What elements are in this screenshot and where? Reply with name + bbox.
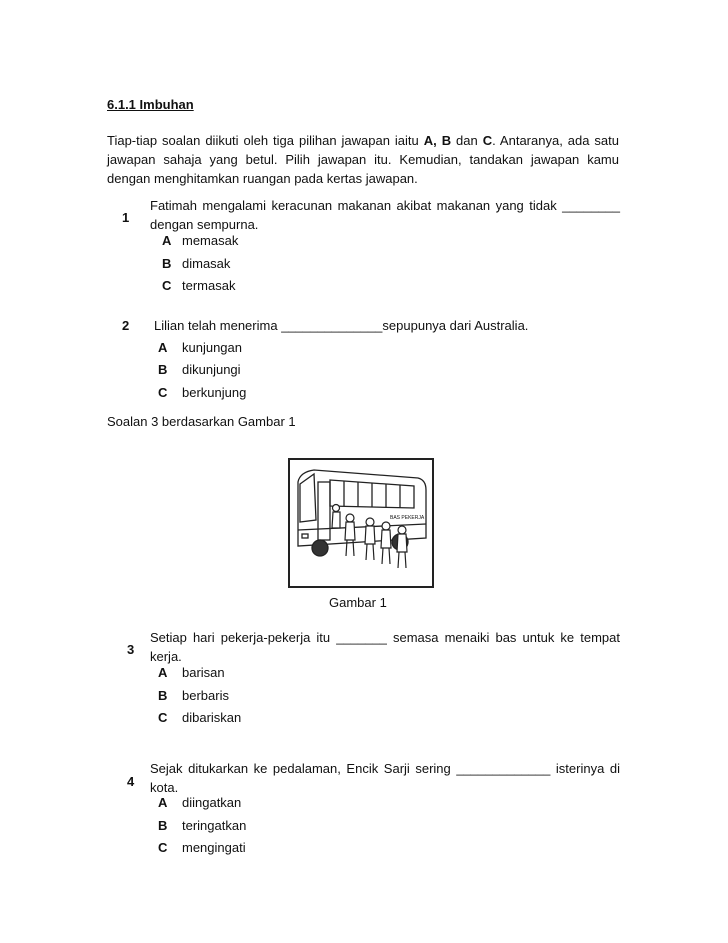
question-3-intro: Soalan 3 berdasarkan Gambar 1 [107,414,296,429]
q1-option-b-letter: B [162,256,172,271]
q1-option-a-letter: A [162,233,172,248]
question-4-number: 4 [127,774,135,789]
question-4-stem [150,759,620,797]
q4-stem-before: Sejak ditukarkan ke pedalaman, Encik Sarji sering [150,761,457,776]
q3-option-a-text[interactable]: barisan [182,665,225,680]
q4-option-c-text[interactable]: mengingati [182,840,246,855]
q1-option-b-text[interactable]: dimasak [182,256,231,271]
q2-option-c-text[interactable]: berkunjung [182,385,247,400]
q4-stem-after: isterinya di kota. [150,761,621,795]
instructions-option-c: C [482,133,493,148]
q1-stem-after: dengan sempurna. [150,217,259,232]
section-heading: 6.1.1 Imbuhan [107,97,194,112]
q4-option-b-letter: B [158,818,168,833]
q3-option-c-text[interactable]: dibariskan [182,710,242,725]
q2-stem-before: Lilian telah menerima [154,318,282,333]
q2-option-b-text[interactable]: dikunjungi [182,362,241,377]
q4-option-a-letter: A [158,795,168,810]
q2-option-a-letter: A [158,340,168,355]
instructions-part2: . Antaranya, ada satu jawapan sahaja yang betul. Pilih jawapan itu. Kemudian, tandakan jawapan kamu dengan menghitamkan ruangan pada kertas jawapan. [107,133,619,186]
q1-blank: ________ [562,198,620,213]
question-1-stem [150,196,620,234]
question-2-stem [154,316,624,335]
instructions-part1: Tiap-tiap soalan diikuti oleh tiga pilihan jawapan iaitu [107,133,424,148]
q3-stem-after: semasa menaiki bas untuk ke tempat kerja. [150,630,620,664]
bus-drawing [290,460,432,586]
instructions-option-b: B [441,133,452,148]
q2-stem-after: sepupunya dari Australia. [382,318,529,333]
q4-blank: _____________ [456,761,551,776]
q2-blank: ______________ [281,318,383,333]
instructions-dan: dan [451,133,483,148]
q1-option-a-text[interactable]: memasak [182,233,239,248]
q4-option-a-text[interactable]: diingatkan [182,795,242,810]
q2-option-a-text[interactable]: kunjungan [182,340,242,355]
q3-option-a-letter: A [158,665,168,680]
bus-illustration [288,458,434,588]
bus-sign-text: BAS PEKERJA [390,515,425,521]
instructions [107,131,619,188]
question-1-number: 1 [122,210,130,225]
figure-caption: Gambar 1 [329,595,387,610]
q1-stem-before: Fatimah mengalami keracunan makanan akibat makanan yang tidak [150,198,563,213]
q3-option-c-letter: C [158,710,168,725]
question-2-number: 2 [122,318,130,333]
q2-option-c-letter: C [158,385,168,400]
q4-option-b-text[interactable]: teringatkan [182,818,247,833]
q1-option-c-text[interactable]: termasak [182,278,236,293]
question-3-number: 3 [127,642,135,657]
q3-blank: _______ [336,630,387,645]
instructions-option-a: A, [423,133,437,148]
q3-option-b-text[interactable]: berbaris [182,688,229,703]
question-3-stem [150,628,620,666]
q4-option-c-letter: C [158,840,168,855]
q1-option-c-letter: C [162,278,172,293]
q2-option-b-letter: B [158,362,168,377]
q3-stem-before: Setiap hari pekerja-pekerja itu [150,630,337,645]
q3-option-b-letter: B [158,688,168,703]
